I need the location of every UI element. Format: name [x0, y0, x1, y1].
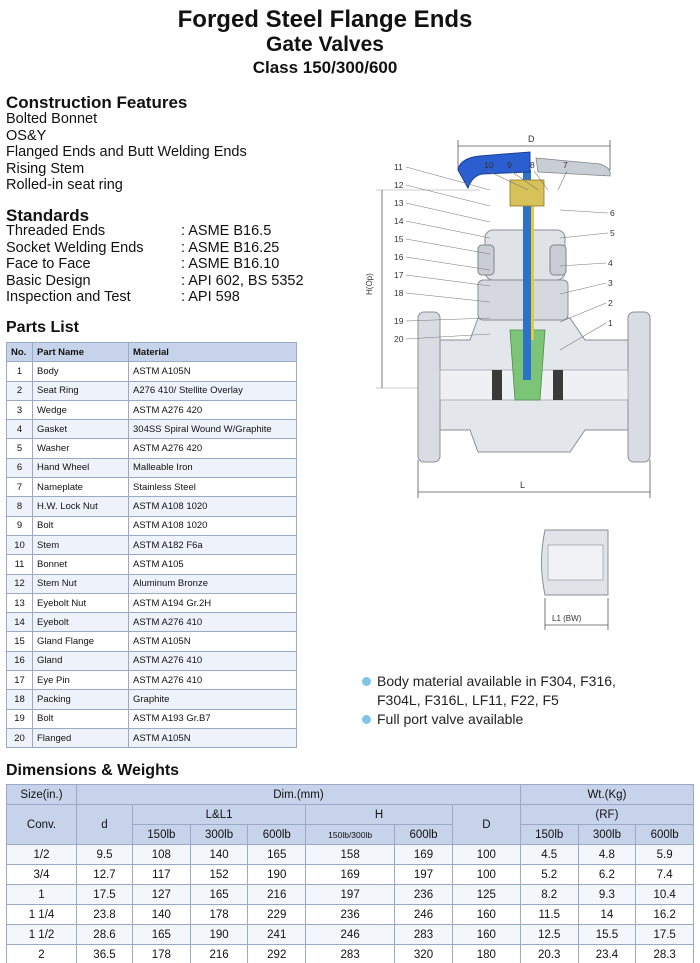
- part-number: 17: [7, 671, 33, 690]
- part-number: 20: [7, 728, 33, 747]
- part-number: 16: [7, 651, 33, 670]
- cell-h-150-300: 169: [306, 865, 395, 885]
- parts-row: [7, 400, 297, 419]
- cell-wt-300: 14: [578, 905, 636, 925]
- cell-d: 9.5: [77, 845, 133, 865]
- part-name: Bolt: [33, 516, 129, 535]
- cell-l-600: 229: [248, 905, 306, 925]
- part-material: ASTM A194 Gr.2H: [129, 593, 297, 612]
- cell-D: 160: [452, 925, 520, 945]
- gate-valve-cross-section-diagram: [360, 130, 690, 510]
- construction-item: Bolted Bonnet: [6, 111, 98, 127]
- parts-row: [7, 574, 297, 593]
- parts-row: [7, 671, 297, 690]
- standards-list: [6, 223, 304, 306]
- part-name: H.W. Lock Nut: [33, 497, 129, 516]
- callout-leader-line: [406, 185, 490, 206]
- standard-label: Threaded Ends: [6, 223, 106, 239]
- parts-row: [7, 497, 297, 516]
- standard-label: Basic Design: [6, 272, 91, 289]
- callout-leader-line: [406, 203, 490, 222]
- cell-wt-300: 6.2: [578, 865, 636, 885]
- standard-value: : ASME B16.5: [181, 223, 272, 239]
- callout-leader-line: [560, 233, 608, 238]
- nameplate: [536, 158, 610, 176]
- standard-value: : ASME B16.25: [181, 239, 280, 256]
- cell-h-600: 197: [395, 865, 453, 885]
- callout-number: 9: [507, 160, 512, 170]
- part-name: Packing: [33, 690, 129, 709]
- callout-number: 3: [608, 278, 613, 288]
- size-header: Size(in.): [7, 785, 77, 805]
- callout-leader-line: [560, 210, 608, 213]
- cell-d: 36.5: [77, 945, 133, 963]
- part-number: 10: [7, 535, 33, 554]
- part-name: Washer: [33, 439, 129, 458]
- cell-D: 160: [452, 905, 520, 925]
- cell-l-300: 152: [190, 865, 248, 885]
- cell-wt-600: 28.3: [636, 945, 694, 963]
- cell-l-150: 165: [133, 925, 191, 945]
- callout-leader-line: [406, 275, 490, 286]
- part-number: 7: [7, 478, 33, 497]
- standard-value: : ASME B16.10: [181, 256, 280, 272]
- part-number: 15: [7, 632, 33, 651]
- part-material: ASTM A276 420: [129, 439, 297, 458]
- part-name: Gland: [33, 651, 129, 670]
- parts-row: [7, 651, 297, 670]
- standard-row: [6, 273, 304, 290]
- cell-size: 2: [7, 945, 77, 963]
- cell-l-300: 140: [190, 845, 248, 865]
- cell-l-150: 178: [133, 945, 191, 963]
- cell-wt-150: 8.2: [520, 885, 578, 905]
- parts-col-material: Material: [129, 343, 297, 362]
- d-header: d: [77, 805, 133, 845]
- part-name: Flanged: [33, 728, 129, 747]
- cell-h-150-300: 283: [306, 945, 395, 963]
- cell-d: 12.7: [77, 865, 133, 885]
- note-full-port: Full port valve available: [362, 710, 616, 729]
- cell-wt-150: 12.5: [520, 925, 578, 945]
- part-name: Nameplate: [33, 478, 129, 497]
- part-number: 4: [7, 420, 33, 439]
- cell-wt-300: 9.3: [578, 885, 636, 905]
- callout-number: 19: [394, 316, 404, 326]
- callout-number: 17: [394, 270, 404, 280]
- cell-l-600: 190: [248, 865, 306, 885]
- dimensions-row: [7, 845, 694, 865]
- dim-h-label: H(Op): [365, 273, 374, 295]
- right-flange: [628, 312, 650, 462]
- standard-value: : API 598: [181, 289, 240, 305]
- parts-col-name: Part Name: [33, 343, 129, 362]
- part-material: ASTM A276 420: [129, 400, 297, 419]
- callout-number: 13: [394, 198, 404, 208]
- parts-col-no: No.: [7, 343, 33, 362]
- rf-header: (RF): [520, 805, 693, 825]
- cell-wt-600: 17.5: [636, 925, 694, 945]
- cell-wt-150: 5.2: [520, 865, 578, 885]
- part-material: 304SS Spiral Wound W/Graphite: [129, 420, 297, 439]
- cell-D: 125: [452, 885, 520, 905]
- part-name: Wedge: [33, 400, 129, 419]
- parts-row: [7, 535, 297, 554]
- dimensions-row: [7, 945, 694, 963]
- part-name: Eyebolt Nut: [33, 593, 129, 612]
- dim-header: Dim.(mm): [77, 785, 521, 805]
- cell-wt-300: 4.8: [578, 845, 636, 865]
- part-material: Graphite: [129, 690, 297, 709]
- parts-row: [7, 690, 297, 709]
- construction-item: Rising Stem: [6, 160, 85, 177]
- title-line-3: Class 150/300/600: [252, 58, 398, 77]
- part-name: Seat Ring: [33, 381, 129, 400]
- part-name: Gasket: [33, 420, 129, 439]
- cell-wt-150: 4.5: [520, 845, 578, 865]
- cell-wt-150: 20.3: [520, 945, 578, 963]
- construction-list: [6, 111, 247, 194]
- part-material: ASTM A105N: [129, 632, 297, 651]
- parts-list-heading: Parts List: [6, 319, 79, 336]
- part-material: ASTM A108 1020: [129, 497, 297, 516]
- cell-l-600: 216: [248, 885, 306, 905]
- part-number: 12: [7, 574, 33, 593]
- parts-row: [7, 420, 297, 439]
- part-material: Stainless Steel: [129, 478, 297, 497]
- callout-number: 8: [530, 160, 535, 170]
- cell-h-600: 283: [395, 925, 453, 945]
- callout-number: 18: [394, 288, 404, 298]
- standard-label: Socket Welding Ends: [6, 239, 144, 256]
- parts-row: [7, 709, 297, 728]
- cell-wt-300: 15.5: [578, 925, 636, 945]
- dimensions-heading: Dimensions & Weights: [6, 762, 180, 779]
- seat-ring-left: [492, 370, 502, 400]
- part-material: ASTM A276 410: [129, 671, 297, 690]
- title-line-2: Gate Valves: [266, 33, 384, 56]
- ll1-sub-600: 600lb: [248, 825, 306, 845]
- cell-size: 3/4: [7, 865, 77, 885]
- cell-D: 100: [452, 865, 520, 885]
- cell-wt-600: 5.9: [636, 845, 694, 865]
- standard-row: [6, 240, 304, 257]
- D-header: D: [452, 805, 520, 845]
- note-body-material: Body material available in F304, F316,: [362, 672, 616, 691]
- parts-row: [7, 516, 297, 535]
- wt-sub-150: 150lb: [520, 825, 578, 845]
- part-material: Malleable Iron: [129, 458, 297, 477]
- parts-row: [7, 381, 297, 400]
- cell-wt-600: 10.4: [636, 885, 694, 905]
- part-material: ASTM A193 Gr.B7: [129, 709, 297, 728]
- callout-leader-line: [406, 221, 490, 238]
- cell-h-150-300: 197: [306, 885, 395, 905]
- cell-l-600: 165: [248, 845, 306, 865]
- cell-h-600: 320: [395, 945, 453, 963]
- callout-leader-line: [558, 171, 567, 190]
- part-name: Eyebolt: [33, 613, 129, 632]
- part-material: ASTM A105: [129, 555, 297, 574]
- h-header: H: [306, 805, 453, 825]
- seat-ring-right: [553, 370, 563, 400]
- part-material: ASTM A105N: [129, 728, 297, 747]
- callout-number: 20: [394, 334, 404, 344]
- cell-h-150-300: 158: [306, 845, 395, 865]
- cell-d: 23.8: [77, 905, 133, 925]
- callout-number: 11: [394, 162, 403, 172]
- part-name: Stem: [33, 535, 129, 554]
- callout-number: 6: [610, 208, 615, 218]
- butt-weld-end-detail: [500, 520, 620, 635]
- cell-h-150-300: 236: [306, 905, 395, 925]
- cell-l-150: 117: [133, 865, 191, 885]
- part-number: 8: [7, 497, 33, 516]
- cell-size: 1: [7, 885, 77, 905]
- standard-row: [6, 289, 304, 306]
- part-name: Hand Wheel: [33, 458, 129, 477]
- callout-leader-line: [406, 257, 490, 270]
- wt-sub-600: 600lb: [636, 825, 694, 845]
- dimensions-table: [6, 784, 694, 963]
- cell-l-300: 216: [190, 945, 248, 963]
- dim-l1-label: L1 (BW): [552, 614, 582, 623]
- wt-sub-300: 300lb: [578, 825, 636, 845]
- cell-l-300: 165: [190, 885, 248, 905]
- callout-leader-line: [406, 293, 490, 302]
- part-material: Aluminum Bronze: [129, 574, 297, 593]
- construction-item: OS&Y: [6, 127, 47, 144]
- callout-number: 7: [563, 160, 568, 170]
- parts-row: [7, 458, 297, 477]
- part-name: Eye Pin: [33, 671, 129, 690]
- note-body-material-cont: F304L, F316L, LF11, F22, F5: [377, 692, 559, 708]
- callout-number: 4: [608, 258, 613, 268]
- cell-h-150-300: 246: [306, 925, 395, 945]
- part-number: 2: [7, 381, 33, 400]
- part-material: ASTM A182 F6a: [129, 535, 297, 554]
- parts-row: [7, 593, 297, 612]
- dimensions-row: [7, 925, 694, 945]
- part-number: 9: [7, 516, 33, 535]
- part-material: ASTM A276 410: [129, 651, 297, 670]
- ll1-sub-150: 150lb: [133, 825, 191, 845]
- part-name: Bonnet: [33, 555, 129, 574]
- part-name: Bolt: [33, 709, 129, 728]
- part-number: 6: [7, 458, 33, 477]
- part-number: 18: [7, 690, 33, 709]
- construction-item: Rolled-in seat ring: [6, 177, 123, 193]
- parts-row: [7, 439, 297, 458]
- callout-number: 16: [394, 252, 404, 262]
- bullet-icon: [362, 677, 371, 686]
- callout-leader-line: [560, 263, 606, 266]
- callout-number: 1: [608, 318, 613, 328]
- cell-l-300: 190: [190, 925, 248, 945]
- h-sub-600: 600lb: [395, 825, 453, 845]
- parts-row: [7, 728, 297, 747]
- eyebolt-nut-left: [478, 245, 494, 275]
- cell-l-150: 108: [133, 845, 191, 865]
- part-number: 11: [7, 555, 33, 574]
- callout-number: 10: [484, 160, 494, 170]
- ll1-header: L&L1: [133, 805, 306, 825]
- title-line-1: Forged Steel Flange Ends: [177, 6, 473, 33]
- cell-wt-600: 7.4: [636, 865, 694, 885]
- standard-row: [6, 256, 304, 273]
- cell-wt-600: 16.2: [636, 905, 694, 925]
- callout-leader-line: [406, 239, 490, 254]
- cell-l-600: 292: [248, 945, 306, 963]
- wt-header: Wt.(Kg): [520, 785, 693, 805]
- parts-row: [7, 478, 297, 497]
- cell-wt-150: 11.5: [520, 905, 578, 925]
- callout-number: 15: [394, 234, 404, 244]
- callout-number: 14: [394, 216, 404, 226]
- cell-h-600: 236: [395, 885, 453, 905]
- dimensions-row: [7, 865, 694, 885]
- notes: [362, 672, 616, 729]
- ll1-sub-300: 300lb: [190, 825, 248, 845]
- cell-h-600: 169: [395, 845, 453, 865]
- part-material: ASTM A105N: [129, 362, 297, 381]
- part-number: 1: [7, 362, 33, 381]
- eyebolt-nut-right: [550, 245, 566, 275]
- part-material: ASTM A108 1020: [129, 516, 297, 535]
- cell-size: 1 1/2: [7, 925, 77, 945]
- cell-d: 28.6: [77, 925, 133, 945]
- part-material: ASTM A276 410: [129, 613, 297, 632]
- standard-label: Face to Face: [6, 256, 91, 272]
- cell-D: 180: [452, 945, 520, 963]
- left-flange: [418, 312, 440, 462]
- parts-list-table: [6, 342, 297, 748]
- part-name: Gland Flange: [33, 632, 129, 651]
- part-name: Body: [33, 362, 129, 381]
- h-sub-150-300: 150lb/300lb: [306, 825, 395, 845]
- part-number: 13: [7, 593, 33, 612]
- parts-row: [7, 613, 297, 632]
- left-callouts: [394, 162, 490, 344]
- standards-heading: Standards: [6, 206, 90, 225]
- dimensions-row: [7, 905, 694, 925]
- callout-number: 2: [608, 298, 613, 308]
- cell-wt-300: 23.4: [578, 945, 636, 963]
- cell-size: 1 1/4: [7, 905, 77, 925]
- cell-d: 17.5: [77, 885, 133, 905]
- dim-d-label: D: [528, 134, 535, 144]
- standard-value: : API 602, BS 5352: [181, 272, 304, 289]
- parts-row: [7, 362, 297, 381]
- callout-number: 5: [610, 228, 615, 238]
- part-number: 19: [7, 709, 33, 728]
- part-material: A276 410/ Stellite Overlay: [129, 381, 297, 400]
- cell-D: 100: [452, 845, 520, 865]
- cell-l-150: 140: [133, 905, 191, 925]
- standard-row: [6, 223, 304, 240]
- cell-l-300: 178: [190, 905, 248, 925]
- dim-l-label: L: [520, 480, 526, 490]
- part-number: 5: [7, 439, 33, 458]
- cell-size: 1/2: [7, 845, 77, 865]
- construction-item: Flanged Ends and Butt Welding Ends: [6, 144, 247, 160]
- callout-number: 12: [394, 180, 404, 190]
- parts-row: [7, 632, 297, 651]
- cell-l-150: 127: [133, 885, 191, 905]
- bullet-icon: [362, 715, 371, 724]
- cell-h-600: 246: [395, 905, 453, 925]
- part-name: Stem Nut: [33, 574, 129, 593]
- standard-label: Inspection and Test: [6, 289, 131, 305]
- construction-heading: Construction Features: [6, 93, 188, 112]
- cell-l-600: 241: [248, 925, 306, 945]
- parts-row: [7, 555, 297, 574]
- part-number: 3: [7, 400, 33, 419]
- conv-header: Conv.: [7, 805, 77, 845]
- dimensions-row: [7, 885, 694, 905]
- part-number: 14: [7, 613, 33, 632]
